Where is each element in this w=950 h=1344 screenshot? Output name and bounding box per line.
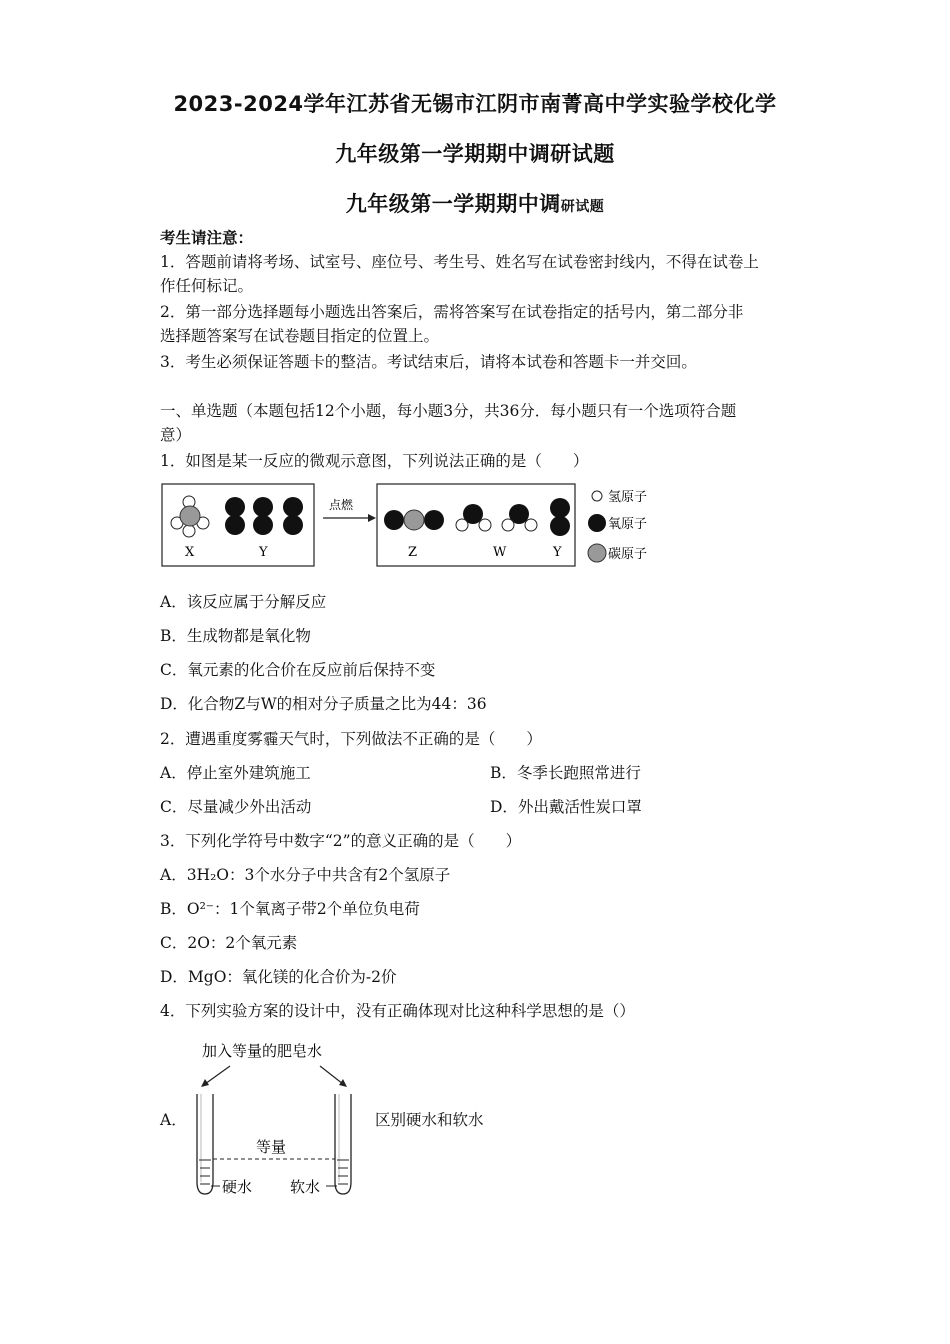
q2-option-a: A．停止室外建筑施工 [160,764,311,782]
q1-option-b: B．生成物都是氧化物 [160,627,311,645]
q4-option-a-text: 区别硬水和软水 [375,1111,484,1129]
hydrogen-atom [525,519,537,531]
hydrogen-atom [502,519,514,531]
page-title-line3 [0,188,950,218]
oxygen-atom [424,510,444,530]
q3-stem: 3．下列化学符号中数字“2”的意义正确的是（ ） [160,832,522,850]
legend-oxygen-icon [588,514,606,532]
soft-water-label: 软水 [290,1178,321,1196]
carbon-atom [180,506,200,526]
q2-option-d: D．外出戴活性炭口罩 [490,798,642,816]
notice-item2-line2: 选择题答案写在试卷题目指定的位置上。 [160,327,440,345]
q4-test-tube-diagram [190,1036,365,1206]
q1-option-c: C．氧元素的化合价在反应前后保持不变 [160,661,436,679]
oxygen-atom [283,515,303,535]
q3-option-b: B．O²⁻：1个氧离子带2个单位负电荷 [160,900,420,918]
left-test-tube [197,1094,213,1194]
oxygen-atom [225,497,245,517]
hard-water-label: 硬水 [222,1178,253,1196]
oxygen-atom [384,510,404,530]
page-title-line1: 2023-2024学年江苏省无锡市江阴市南菁高中学实验学校化学 [173,92,777,116]
q2-stem: 2．遭遇重度雾霾天气时，下列做法不正确的是（ ） [160,730,542,748]
label-y2: Y [553,545,562,560]
q3-option-d: D．MgO：氧化镁的化合价为-2价 [160,968,397,986]
page-title-line3-main: 九年级第一学期期中调 [345,192,561,216]
equal-label: 等量 [256,1138,287,1156]
section1-heading-line2: 意） [160,426,192,444]
q1-stem: 1．如图是某一反应的微观示意图，下列说法正确的是（ ） [160,452,589,470]
label-x: X [185,545,195,560]
q3-option-a: A．3H₂O：3个水分子中共含有2个氢原子 [160,866,451,884]
q4-stem: 4．下列实验方案的设计中，没有正确体现对比这种科学思想的是（） [160,1002,635,1020]
oxygen-atom [550,516,570,536]
legend-hydrogen-icon [592,491,602,501]
right-test-tube [335,1094,351,1194]
notice-item1-line1: 1．答题前请将考场、试室号、座位号、考生号、姓名写在试卷密封线内，不得在试卷上 [160,253,759,271]
page-title-line2: 九年级第一学期期中调研试题 [335,142,615,166]
q4-option-a-label: A． [160,1111,187,1129]
notice-item3: 3．考生必须保证答题卡的整洁。考试结束后，请将本试卷和答题卡一并交回。 [160,353,697,371]
hydrogen-atom [183,525,195,537]
q1-option-a: A．该反应属于分解反应 [160,593,327,611]
left-arrow-icon [205,1066,230,1084]
q1-option-d: D．化合物Z与W的相对分子质量之比为44：36 [160,695,487,713]
legend-carbon: 碳原子 [608,547,648,562]
hydrogen-atom [456,519,468,531]
label-z: Z [408,545,418,560]
label-w: W [493,545,507,560]
oxygen-atom [253,515,273,535]
carbon-atom [404,510,424,530]
oxygen-atom [225,515,245,535]
soap-water-label: 加入等量的肥皂水 [202,1042,323,1060]
oxygen-atom [253,497,273,517]
right-arrow-icon [320,1066,343,1084]
label-y1: Y [259,545,268,560]
legend-hydrogen: 氢原子 [608,490,648,505]
section1-heading-line1: 一、单选题（本题包括12个小题，每小题3分，共36分．每小题只有一个选项符合题 [160,402,737,420]
q2-option-c: C．尽量减少外出活动 [160,798,312,816]
page-title-line3-small: 研试题 [560,199,605,215]
q2-option-b: B．冬季长跑照常进行 [490,764,641,782]
q1-reaction-diagram [155,478,665,574]
notice-item1-line2: 作任何标记。 [160,277,254,295]
legend-oxygen: 氧原子 [608,517,648,532]
notice-heading: 考生请注意： [160,228,254,247]
hydrogen-atom [479,519,491,531]
oxygen-atom [283,497,303,517]
legend-carbon-icon [588,544,606,562]
arrow-label: 点燃 [329,498,354,512]
notice-item2-line1: 2．第一部分选择题每小题选出答案后，需将答案写在试卷指定的括号内，第二部分非 [160,303,744,321]
oxygen-atom [550,498,570,518]
q3-option-c: C．2O：2个氧元素 [160,934,298,952]
